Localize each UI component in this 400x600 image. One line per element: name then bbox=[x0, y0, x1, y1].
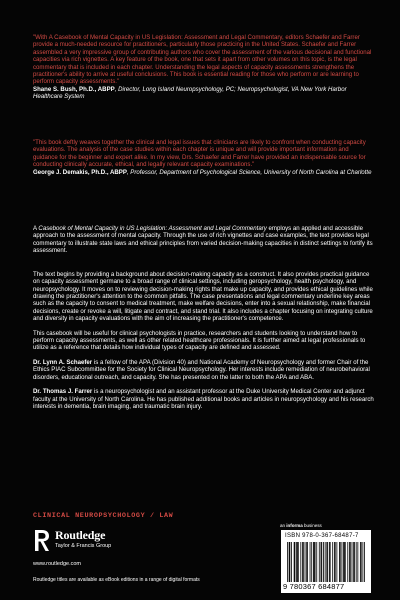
barcode-bar bbox=[296, 542, 297, 582]
barcode-bar bbox=[303, 542, 304, 582]
barcode-bar bbox=[364, 542, 365, 582]
barcode-bar bbox=[298, 542, 299, 582]
publisher-group: Taylor & Francis Group bbox=[55, 543, 112, 549]
barcode-bar bbox=[307, 542, 308, 582]
book-title-italic: Casebook of Mental Capacity in US Legislation: Assessment and Legal Commentary bbox=[38, 225, 267, 232]
barcode-bar bbox=[361, 542, 362, 582]
barcode-bar bbox=[356, 542, 357, 582]
barcode-bar bbox=[306, 542, 307, 582]
barcode-bar bbox=[352, 542, 353, 582]
barcode-bar bbox=[353, 542, 354, 582]
barcode-bar bbox=[345, 542, 346, 582]
barcode-bar bbox=[316, 542, 317, 582]
informa-prefix: an bbox=[280, 523, 287, 528]
barcode-bar bbox=[360, 542, 361, 582]
barcode-bar bbox=[319, 542, 320, 582]
barcode bbox=[287, 542, 365, 582]
endorsement-1 bbox=[33, 34, 375, 101]
barcode-bar bbox=[336, 542, 337, 582]
barcode-bar bbox=[313, 542, 314, 582]
endorser-affiliation: , Professor, Department of Psychological Science, University of North Carolina at Charlotte bbox=[126, 168, 372, 176]
barcode-bar bbox=[357, 542, 358, 582]
isbn-barcode-panel bbox=[281, 530, 371, 593]
author-name: Dr. Lynn A. Schaefer bbox=[33, 359, 93, 367]
endorsement-attribution bbox=[33, 169, 375, 176]
barcode-bar bbox=[349, 542, 350, 582]
endorser-affiliation: , Director, Long Island Neuropsychology, PC; Neuropsychologist, VA New York Harbor Healthcare System bbox=[33, 85, 347, 101]
barcode-bar bbox=[289, 542, 290, 582]
barcode-bar bbox=[302, 542, 303, 582]
endorser-name: Shane S. Bush, Ph.D., ABPP bbox=[33, 85, 115, 93]
barcode-bar bbox=[311, 542, 312, 582]
barcode-bar bbox=[342, 542, 343, 582]
barcode-bar bbox=[330, 542, 331, 582]
barcode-bar bbox=[325, 542, 326, 582]
intro-text: employs an applied and accessible approach to the assessment of mental capacity. Through the use of rich vignettes and case examples, the text provides legal commentary to illustrate state laws and ethical principles from varied decision-making capacities in distinct settings to fortify its assessment. bbox=[33, 225, 373, 255]
publisher-name: Routledge bbox=[55, 528, 106, 542]
isbn-number: ISBN 978-0-367-68487-7 bbox=[285, 533, 359, 539]
endorsement-quote: "This book deftly weaves together the clinical and legal issues that clinicians are likely to confront when conducting capacity evaluations. The analysis of the case studies within each chapter is unique and will provide important information and guidance for the beginner and expert alike. In my view, Drs. Schaefer and Farrer have provided an indispensable source for conducting clinically accurate, ethical, and legally relevant capacity examinations." bbox=[33, 139, 366, 169]
barcode-bar bbox=[350, 542, 351, 582]
barcode-bar bbox=[295, 542, 296, 582]
barcode-bar bbox=[321, 542, 322, 582]
barcode-bar bbox=[340, 542, 341, 582]
barcode-bar bbox=[314, 542, 315, 582]
barcode-bar bbox=[287, 542, 288, 582]
barcode-bar bbox=[343, 542, 344, 582]
barcode-digits: 9 780367 684877 bbox=[283, 582, 345, 591]
barcode-bar bbox=[344, 542, 345, 582]
barcode-bar bbox=[321, 542, 322, 582]
author-bio bbox=[33, 388, 375, 410]
barcode-bar bbox=[315, 542, 316, 582]
barcode-bar bbox=[362, 542, 363, 582]
author-bio-text: is a neuropsychologist and an assistant professor at the Duke University Medical Center and adjunct faculty at the University of North Carolina. He has published additional books and articles in neuropsychology and his research interests in dementia, brain imaging, and traumatic brain injury. bbox=[33, 388, 374, 411]
routledge-r-icon bbox=[33, 528, 51, 552]
barcode-bar bbox=[297, 542, 298, 582]
barcode-bar bbox=[332, 542, 333, 582]
informa-tagline bbox=[280, 523, 322, 528]
description-paragraph: This casebook will be useful for clinical psychologists in practice, researchers and students looking to understand how to perform capacity assessments, as well as other related healthcare professionals. It is further aimed at legal professionals to utilize as a reference that details how individual types of capacity are defined and assessed. bbox=[33, 329, 366, 352]
barcode-bar bbox=[300, 542, 301, 582]
publisher-logo bbox=[33, 527, 183, 557]
barcode-bar bbox=[329, 542, 330, 582]
book-description-intro bbox=[33, 225, 375, 262]
barcode-bar bbox=[347, 542, 348, 582]
publisher-website: www.routledge.com bbox=[33, 561, 81, 567]
subject-category: CLINICAL NEUROPSYCHOLOGY / LAW bbox=[33, 512, 174, 520]
endorsement-attribution bbox=[33, 86, 375, 101]
endorsement-quote: "With A Casebook of Mental Capacity in US Legislation: Assessment and Legal Commentary, editors Schaefer and Farrer provide a much-needed resource for practitioners, particularly those practicing in the United States. Schaefer and Farrer assembled a very impressive group of contributing authors who cover the assessment of the various decisional and functional capacities via rich vignettes. A key feature of the book, one that sets it apart from other volumes on this topic, is the legal commentary that is included in each chapter. Understanding the legal aspects of capacity assessments strengthens the practitioner's ability to arrive at useful conclusions. This book is essential reading for those who perform or are learning to perform capacity assessments." bbox=[33, 34, 372, 86]
barcode-bar bbox=[323, 542, 324, 582]
description-paragraph: The text begins by providing a background about decision-making capacity as a construct. It also provides practical guidance on capacity assessment germane to a broad range of clinical settings, including geropsychology, health psychology, and neuropsychology. It moves on to reviewing decision-making rights that make up capacity, and provides ethical guidelines while drawing the practitioner's attention to the common pitfalls. The case presentations and legal commentary underline key areas such as the capacity to consent to medical treatment, make welfare decisions, enter into a sexual relationship, make financial decisions, create or revoke a will, litigate and contract, and stand trial. It also includes a chapter focusing on integrating culture and diversity in capacity evaluations with the aim of increasing the practitioner's competence. bbox=[33, 271, 373, 323]
informa-brand: informa bbox=[286, 523, 303, 528]
endorsement-2 bbox=[33, 139, 375, 176]
ebook-note: Routledge titles are available as eBook editions in a range of digital formats bbox=[33, 577, 200, 583]
intro-prefix: A bbox=[33, 225, 39, 232]
barcode-bar bbox=[326, 542, 327, 582]
barcode-bar bbox=[291, 542, 292, 582]
informa-suffix: business bbox=[302, 523, 322, 528]
endorser-name: George J. Demakis, Ph.D., ABPP bbox=[33, 168, 127, 176]
book-description bbox=[33, 271, 375, 418]
barcode-bar bbox=[335, 542, 336, 582]
author-name: Dr. Thomas J. Farrer bbox=[33, 388, 93, 396]
barcode-bar bbox=[305, 542, 306, 582]
barcode-bar bbox=[290, 542, 291, 582]
barcode-bar bbox=[310, 542, 311, 582]
author-bio-text: is a fellow of the APA (Division 40) and National Academy of Neuropsychology and former Chair of the Ethics PIAC Subcommittee for the Society for Clinical Neuropsychology. Her interests include remediation of neurobehavioral disorders, educational outreach, and capacity. She has presented on the latter to both the APA and ABA. bbox=[33, 359, 370, 381]
barcode-bar bbox=[354, 542, 355, 582]
barcode-bar bbox=[334, 542, 335, 582]
author-bio bbox=[33, 359, 375, 381]
barcode-bar bbox=[327, 542, 328, 582]
barcode-bar bbox=[339, 542, 340, 582]
barcode-bar bbox=[294, 542, 295, 582]
